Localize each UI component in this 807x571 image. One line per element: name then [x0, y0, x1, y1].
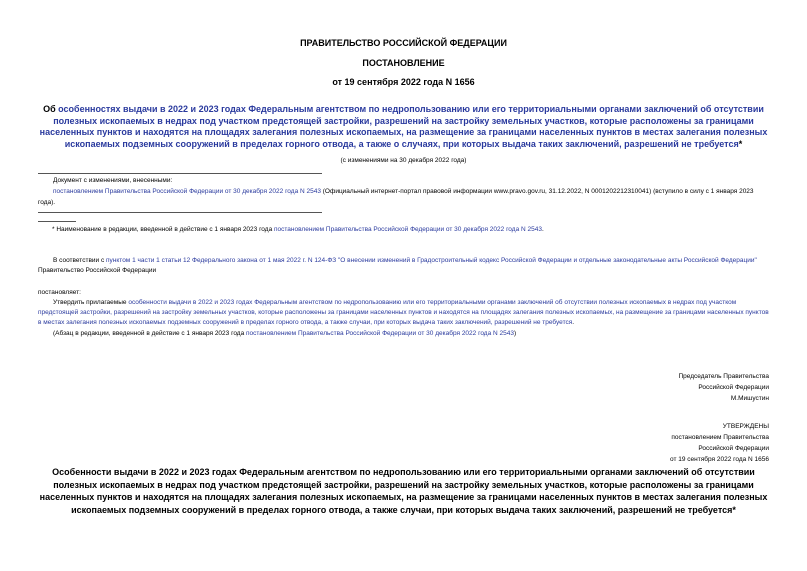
decides-text: постановляет: — [38, 289, 81, 296]
signature-line2: Российской Федерации — [698, 384, 769, 391]
approve-note — [53, 329, 769, 339]
approve-link[interactable]: особенности выдачи в 2022 и 2023 годах Федеральным агентством по недропользованию или его территориальными органами заключений об отсутствии полезных ископаемых в недрах под участком предстоящей застройки, разрешений на застройку земельных участков, которые расположены за границами населенных пунктов и находятся на площадях залегания полезных ископаемых, на размещение за границами населенных пунктов в местах залегания полезных ископаемых подземных сооружений в пределах горного отвода, а также случаи, при которых выдача таких заключений, разрешений не требуется — [38, 299, 769, 326]
title-suffix: * — [738, 138, 743, 149]
approved-line4: от 19 сентября 2022 года N 1656 — [670, 456, 769, 463]
approve-paragraph — [38, 298, 770, 328]
signature-block — [678, 371, 769, 404]
footnote-tail: . — [541, 226, 544, 233]
approve-note-link[interactable]: постановлением Правительства Российской Федерации от 30 декабря 2022 года N 2543 — [246, 330, 514, 337]
amendment-note: (с изменениями на 30 декабря 2022 года) — [340, 157, 467, 164]
title-prefix: Об — [43, 104, 59, 114]
approved-block — [670, 421, 769, 465]
basis-lead: В соответствии с — [53, 257, 107, 264]
changes-heading: Документ с изменениями, внесенными: — [53, 177, 173, 184]
changes-rest: (Официальный интернет-портал правовой информации www.pravo.gov.ru, 31.12.2022, N 0001202212310041) (вступило в силу с 1 января 2023 года). — [38, 188, 754, 206]
changes-rule-bottom — [38, 212, 322, 213]
basis-paragraph — [38, 256, 770, 276]
approved-line3: Российской Федерации — [698, 445, 769, 452]
approve-note-tail: ) — [513, 330, 517, 337]
header-doc-type: ПОСТАНОВЛЕНИЕ — [362, 58, 445, 68]
signature-line3: М.Мишустин — [730, 395, 769, 402]
header-date: от 19 сентября 2022 года N 1656 — [332, 77, 475, 87]
changes-text — [38, 186, 768, 208]
footnote-link[interactable]: постановлением Правительства Российской Федерации от 30 декабря 2022 года N 2543 — [274, 226, 542, 233]
approve-note-lead: (Абзац в редакции, введенной в действие с 1 января 2023 года — [53, 330, 247, 337]
basis-link[interactable]: пунктом 1 части 1 статьи 12 Федерального закона от 1 мая 2022 г. N 124-ФЗ "О внесении изменений в Градостроительный кодекс Российской Федерации и отдельные законодательные акты Российской Федерации" — [106, 257, 757, 264]
footnote — [52, 225, 772, 235]
basis-tail: Правительство Российской Федерации — [38, 267, 157, 274]
annex-title: Особенности выдачи в 2022 и 2023 годах Федеральным агентством по недропользованию или его территориальными органами заключений об отсутствии полезных ископаемых в недрах под участком предстоящей застройки, разрешений на застройку земельных участков, которые расположены за границами населенных пунктов и находятся на площадях залегания полезных ископаемых, на размещение за границами населенных пунктов в местах залегания полезных ископаемых подземных сооружений в пределах горного отвода, а также случаи, при которых выдача таких заключений, разрешений не требуется* — [39, 467, 768, 515]
approved-line2: постановлением Правительства — [671, 434, 769, 441]
changes-rule-top — [38, 173, 322, 174]
approved-line1: УТВЕРЖДЕНЫ — [722, 423, 769, 430]
document-title — [30, 104, 777, 150]
approve-tail: . — [572, 319, 575, 326]
approve-lead: Утвердить прилагаемые — [53, 299, 129, 306]
changes-box — [38, 175, 768, 208]
header-government: ПРАВИТЕЛЬСТВО РОССИЙСКОЙ ФЕДЕРАЦИИ — [300, 38, 507, 48]
signature-line1: Председатель Правительства — [678, 373, 769, 380]
changes-link[interactable]: постановлением Правительства Российской Федерации от 30 декабря 2022 года N 2543 — [53, 188, 321, 195]
footnote-rule — [38, 221, 76, 222]
footnote-lead: * Наименование в редакции, введенной в действие с 1 января 2023 года — [52, 226, 274, 233]
title-link[interactable]: особенностях выдачи в 2022 и 2023 годах Федеральным агентством по недропользованию или его территориальными органами заключений об отсутствии полезных ископаемых в недрах под участком предстоящей застройки, разрешений на застройку земельных участков, которые расположены за границами населенных пунктов и находятся на площадях залегания полезных ископаемых, на размещение за границами населенных пунктов в местах залегания полезных ископаемых подземных сооружений в пределах горного отвода, а также о случаях, при которых выдача таких заключений, разрешений не требуется — [39, 104, 768, 149]
